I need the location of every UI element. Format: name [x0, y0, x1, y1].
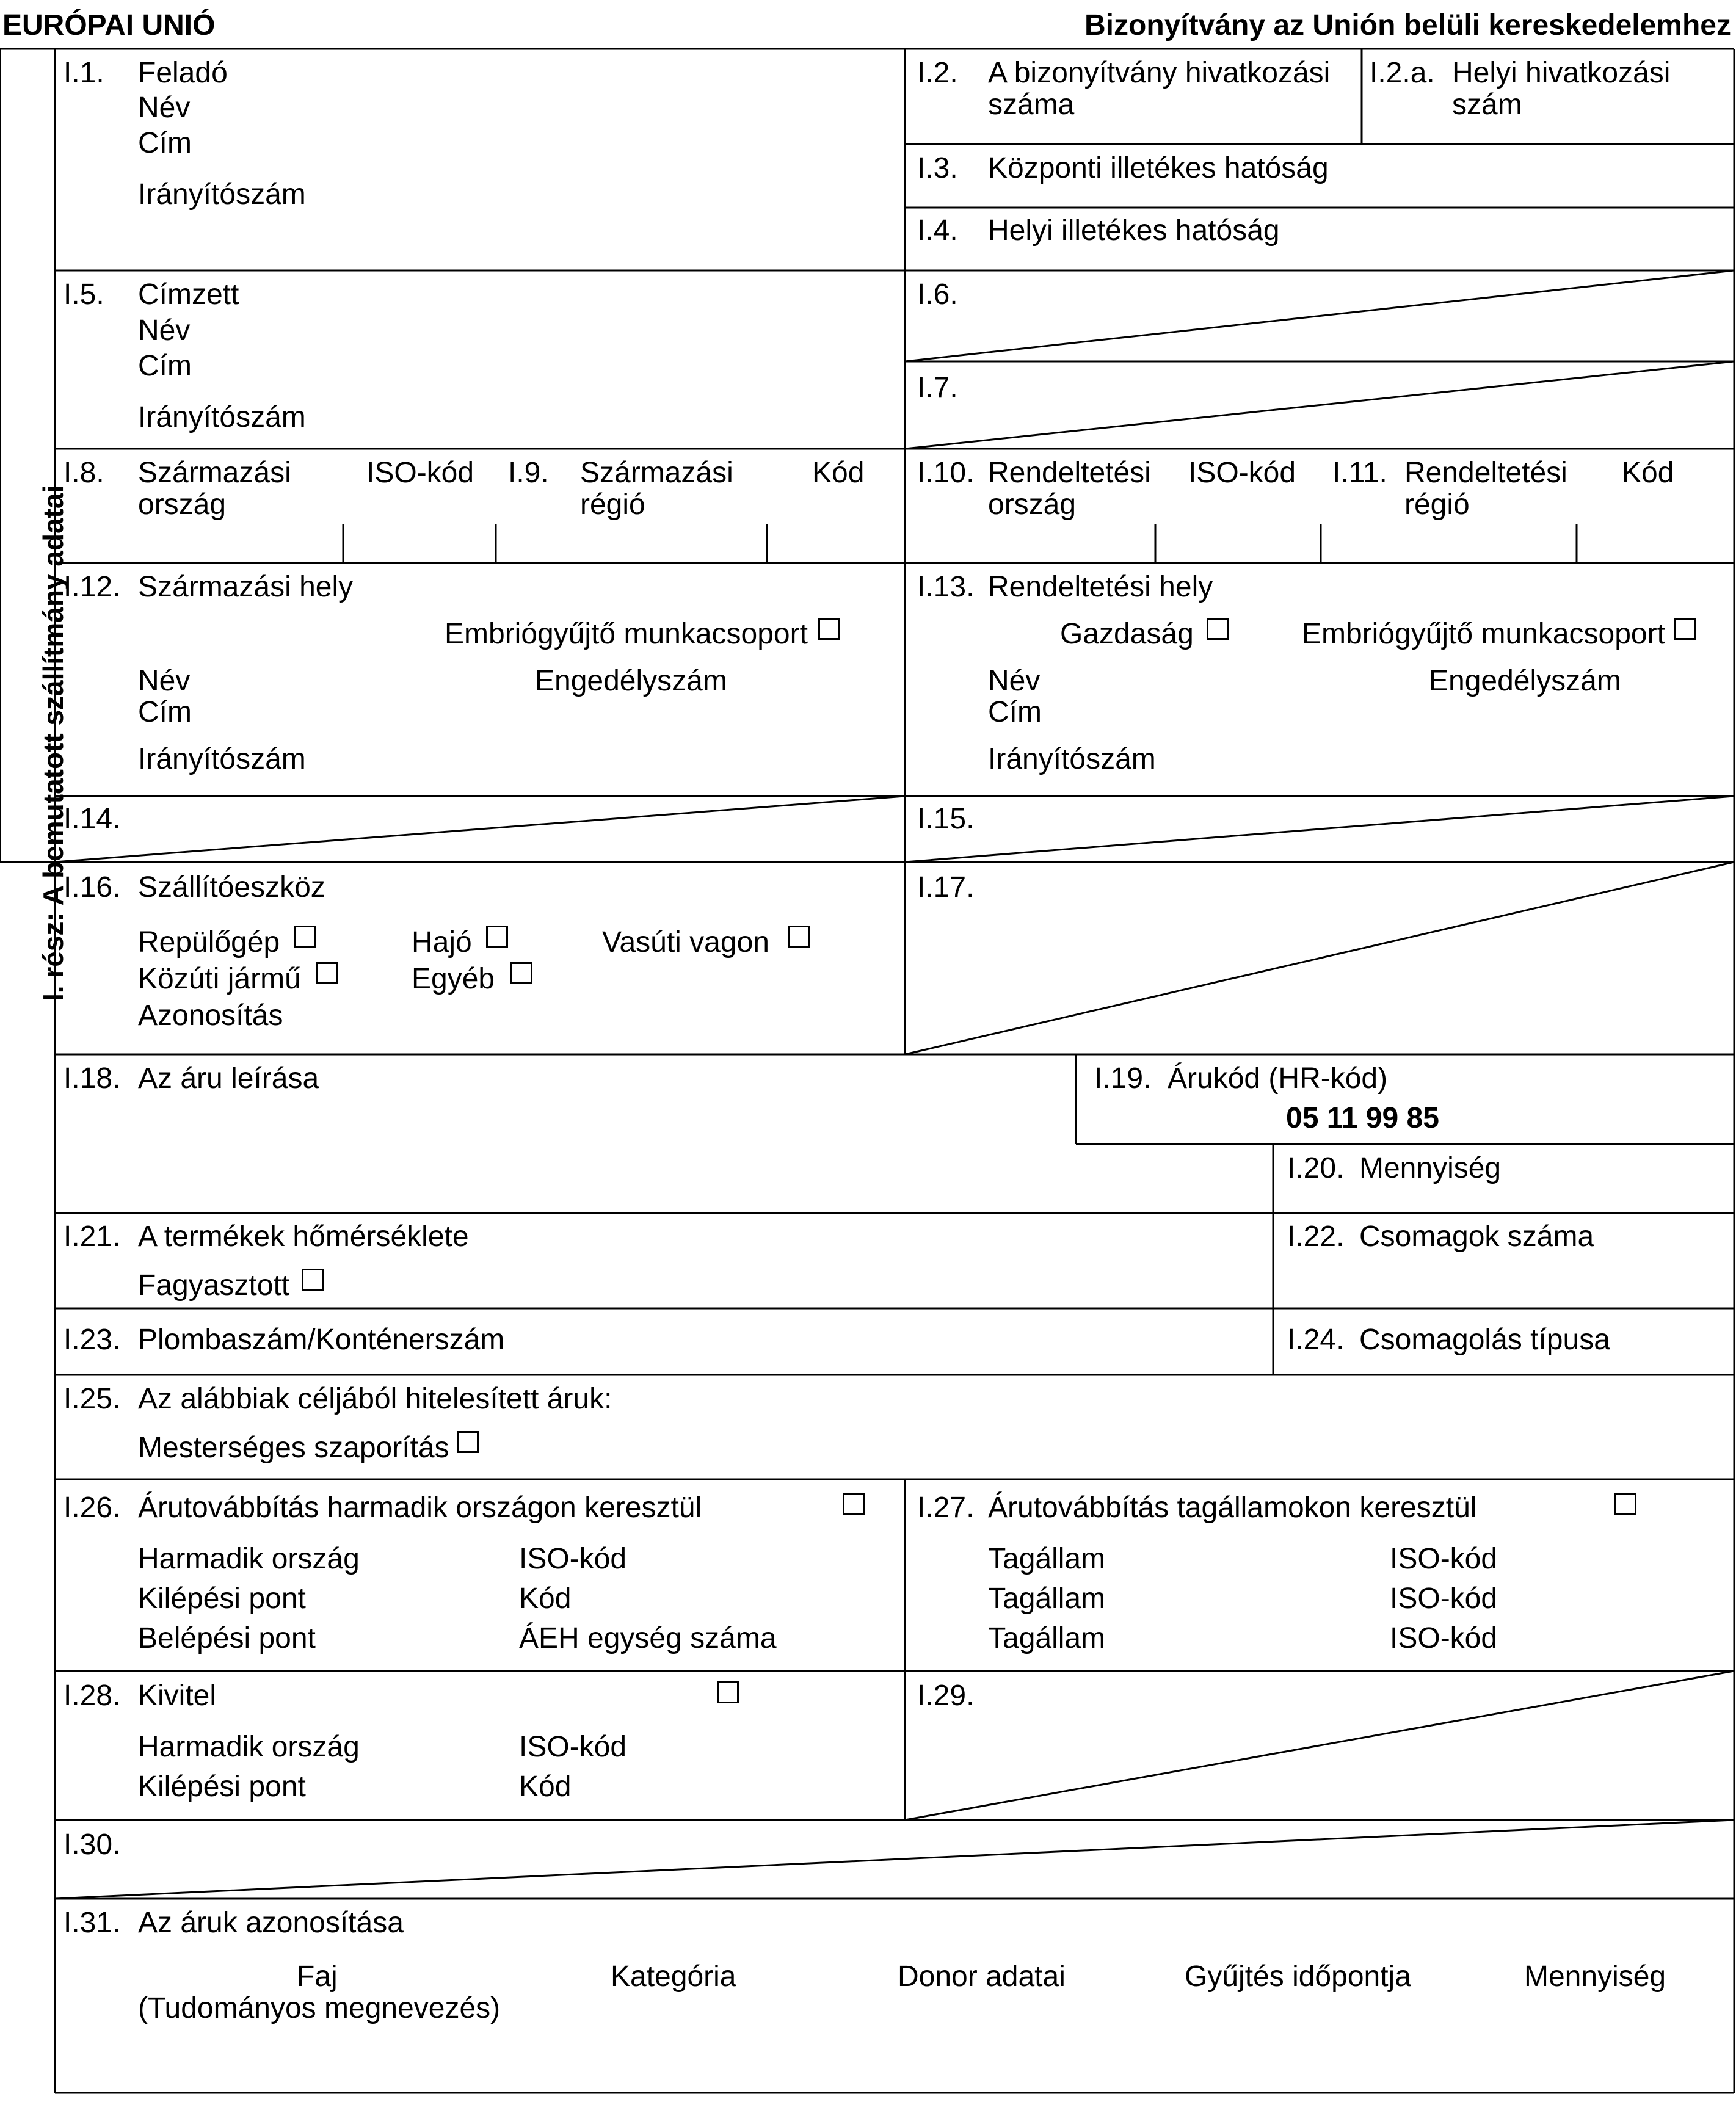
box-i12-team-checkbox[interactable] — [818, 618, 840, 640]
box-i27-checkbox[interactable] — [1614, 1493, 1636, 1515]
box-i31-title: Az áruk azonosítása — [138, 1907, 404, 1939]
box-i5-name: Név — [138, 314, 191, 347]
box-i11-number: I.11. — [1332, 457, 1387, 489]
box-i1-number: I.1. — [64, 57, 104, 89]
box-i12-name: Név — [138, 665, 191, 697]
box-i27-title: Árutovábbítás tagállamokon keresztül — [988, 1491, 1477, 1524]
box-i27-iso-2: ISO-kód — [1390, 1582, 1498, 1615]
header-certificate-title: Bizonyítvány az Unión belüli kereskedelemhez — [1084, 9, 1731, 42]
box-i28-iso: ISO-kód — [519, 1731, 627, 1763]
box-i9-line2: régió — [580, 488, 645, 521]
box-i31-col-category: Kategória — [611, 1960, 736, 1993]
box-i16-ship-label: Hajó — [412, 926, 472, 959]
box-i31-col-species: Faj — [297, 1960, 338, 1993]
box-i10-iso-code: ISO-kód — [1188, 457, 1296, 489]
box-i1-postcode: Irányítószám — [138, 178, 306, 211]
box-i31-col-collection-date: Gyűjtés időpontja — [1185, 1960, 1411, 1993]
box-i9-line1: Származási — [580, 457, 733, 489]
box-i18-number: I.18. — [64, 1062, 121, 1095]
box-i11-line2: régió — [1404, 488, 1470, 521]
box-i24-title: Csomagolás típusa — [1359, 1324, 1610, 1356]
box-i12-title: Származási hely — [138, 571, 354, 603]
box-i28-checkbox[interactable] — [717, 1681, 739, 1703]
box-i1-address: Cím — [138, 127, 192, 159]
box-i26-bip: ÁEH egység száma — [519, 1622, 777, 1654]
box-i1-consignor: Feladó — [138, 57, 228, 89]
box-i28-number: I.28. — [64, 1680, 121, 1712]
box-i26-iso: ISO-kód — [519, 1543, 627, 1575]
box-i19-hs-code: 05 11 99 85 — [1286, 1102, 1439, 1134]
box-i13-title: Rendeltetési hely — [988, 571, 1213, 603]
box-i29-number: I.29. — [917, 1680, 975, 1712]
box-i31-number: I.31. — [64, 1907, 121, 1939]
box-i22-number: I.22. — [1287, 1220, 1345, 1253]
box-i28-third-country: Harmadik ország — [138, 1731, 360, 1763]
box-i5-postcode: Irányítószám — [138, 401, 306, 433]
box-i6-number: I.6. — [917, 278, 958, 311]
box-i8-line1: Származási — [138, 457, 291, 489]
box-i26-third-country: Harmadik ország — [138, 1543, 360, 1575]
box-i28-exit-point: Kilépési pont — [138, 1770, 306, 1803]
box-i3-number: I.3. — [917, 152, 958, 184]
box-i4-number: I.4. — [917, 214, 958, 247]
box-i26-exit-point: Kilépési pont — [138, 1582, 306, 1615]
box-i14-number: I.14. — [64, 803, 121, 835]
box-i5-consignee: Címzett — [138, 278, 239, 311]
box-i2-number: I.2. — [917, 57, 958, 89]
box-i20-title: Mennyiség — [1359, 1152, 1502, 1184]
box-i19-number: I.19. — [1094, 1062, 1152, 1095]
box-i16-identification: Azonosítás — [138, 999, 283, 1032]
box-i27-member-state-1: Tagállam — [988, 1543, 1106, 1575]
box-i8-line2: ország — [138, 488, 227, 521]
box-i27-number: I.27. — [917, 1491, 975, 1524]
box-i4-title: Helyi illetékes hatóság — [988, 214, 1280, 247]
box-i16-other-checkbox[interactable] — [510, 962, 532, 984]
box-i5-number: I.5. — [64, 278, 104, 311]
box-i13-team-checkbox[interactable] — [1674, 618, 1696, 640]
box-i2a-line2: szám — [1452, 89, 1522, 121]
box-i2a-line1: Helyi hivatkozási — [1452, 57, 1671, 89]
box-i11-line1: Rendeltetési — [1404, 457, 1567, 489]
box-i13-address: Cím — [988, 696, 1042, 728]
box-i13-holding-checkbox[interactable] — [1207, 618, 1229, 640]
box-i16-railway-label: Vasúti vagon — [602, 926, 769, 959]
box-i26-title: Árutovábbítás harmadik országon keresztül — [138, 1491, 702, 1524]
box-i12-team-label: Embriógyűjtő munkacsoport — [445, 618, 808, 650]
box-i13-approval: Engedélyszám — [1429, 665, 1621, 697]
box-i26-checkbox[interactable] — [843, 1493, 865, 1515]
box-i31-col-species-sub: (Tudományos megnevezés) — [138, 1992, 501, 2024]
box-i1-name: Név — [138, 92, 191, 124]
box-i10-number: I.10. — [917, 457, 975, 489]
box-i2-line2: száma — [988, 89, 1075, 121]
box-i27-member-state-3: Tagállam — [988, 1622, 1106, 1654]
box-i8-number: I.8. — [64, 457, 104, 489]
box-i27-iso-1: ISO-kód — [1390, 1543, 1498, 1575]
box-i9-code: Kód — [812, 457, 865, 489]
box-i21-frozen-checkbox[interactable] — [302, 1269, 324, 1291]
box-i13-postcode: Irányítószám — [988, 743, 1156, 775]
box-i13-number: I.13. — [917, 571, 975, 603]
box-i15-number: I.15. — [917, 803, 975, 835]
box-i21-title: A termékek hőmérséklete — [138, 1220, 469, 1253]
box-i7-number: I.7. — [917, 372, 958, 404]
box-i26-code: Kód — [519, 1582, 572, 1615]
part-one-side-label: I. rész: A bemutatott szállítmány adatai — [37, 485, 69, 1001]
box-i23-title: Plombaszám/Konténerszám — [138, 1324, 505, 1356]
box-i16-aeroplane-label: Repülőgép — [138, 926, 280, 959]
box-i31-col-donor: Donor adatai — [898, 1960, 1066, 1993]
box-i12-address: Cím — [138, 696, 192, 728]
box-i12-approval: Engedélyszám — [535, 665, 727, 697]
box-i20-number: I.20. — [1287, 1152, 1345, 1184]
box-i10-line1: Rendeltetési — [988, 457, 1151, 489]
box-i13-team-label: Embriógyűjtő munkacsoport — [1302, 618, 1665, 650]
box-i21-frozen-label: Fagyasztott — [138, 1269, 290, 1302]
box-i5-address: Cím — [138, 350, 192, 382]
box-i2-line1: A bizonyítvány hivatkozási — [988, 57, 1331, 89]
box-i25-option-checkbox[interactable] — [457, 1431, 479, 1453]
box-i12-postcode: Irányítószám — [138, 743, 306, 775]
box-i9-number: I.9. — [508, 457, 549, 489]
box-i28-title: Kivitel — [138, 1680, 217, 1712]
box-i26-entry-point: Belépési pont — [138, 1622, 316, 1654]
box-i16-other-label: Egyéb — [412, 963, 495, 995]
box-i2a-number: I.2.a. — [1370, 57, 1435, 89]
box-i27-iso-3: ISO-kód — [1390, 1622, 1498, 1654]
box-i30-number: I.30. — [64, 1828, 121, 1861]
box-i27-member-state-2: Tagállam — [988, 1582, 1106, 1615]
box-i17-number: I.17. — [917, 871, 975, 904]
box-i28-code: Kód — [519, 1770, 572, 1803]
box-i16-aeroplane-checkbox[interactable] — [294, 926, 316, 948]
box-i16-railway-checkbox[interactable] — [788, 926, 810, 948]
box-i13-holding-label: Gazdaság — [1060, 618, 1194, 650]
header-eu: EURÓPAI UNIÓ — [2, 9, 216, 42]
box-i18-title: Az áru leírása — [138, 1062, 319, 1095]
box-i23-number: I.23. — [64, 1324, 121, 1356]
box-i16-road-label: Közúti jármű — [138, 963, 301, 995]
box-i8-iso-code: ISO-kód — [366, 457, 474, 489]
box-i25-option-label: Mesterséges szaporítás — [138, 1432, 449, 1464]
box-i13-name: Név — [988, 665, 1041, 697]
box-i22-title: Csomagok száma — [1359, 1220, 1594, 1253]
box-i24-number: I.24. — [1287, 1324, 1345, 1356]
box-i16-ship-checkbox[interactable] — [486, 926, 508, 948]
box-i16-title: Szállítóeszköz — [138, 871, 325, 904]
box-i25-number: I.25. — [64, 1383, 121, 1415]
box-i31-col-quantity: Mennyiség — [1524, 1960, 1666, 1993]
box-i21-number: I.21. — [64, 1220, 121, 1253]
box-i16-number: I.16. — [64, 871, 121, 904]
box-i3-title: Központi illetékes hatóság — [988, 152, 1329, 184]
box-i11-code: Kód — [1622, 457, 1674, 489]
box-i12-number: I.12. — [64, 571, 121, 603]
box-i10-line2: ország — [988, 488, 1077, 521]
box-i25-title: Az alábbiak céljából hitelesített áruk: — [138, 1383, 612, 1415]
box-i16-road-checkbox[interactable] — [316, 962, 338, 984]
box-i26-number: I.26. — [64, 1491, 121, 1524]
box-i19-title: Árukód (HR-kód) — [1168, 1062, 1388, 1095]
